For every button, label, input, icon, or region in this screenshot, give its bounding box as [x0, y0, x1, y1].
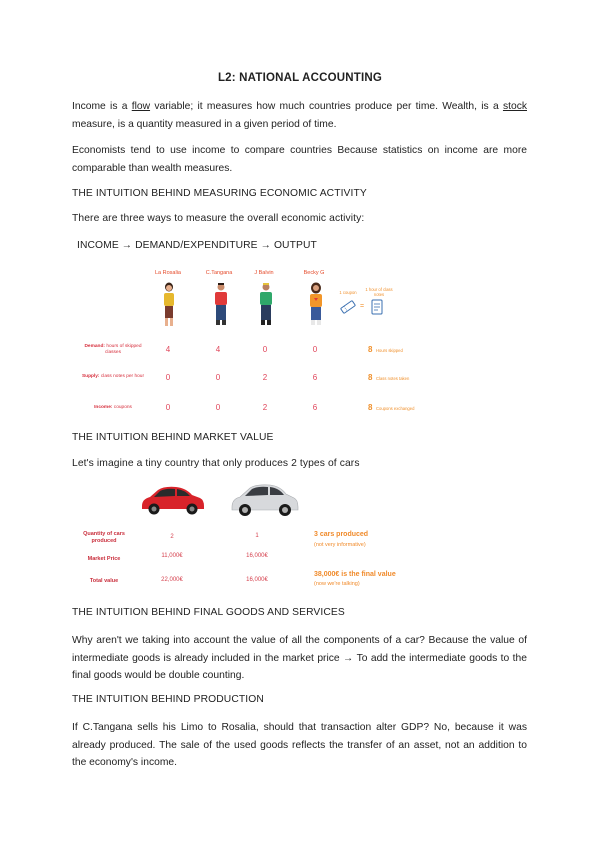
row-total: 8 [368, 373, 373, 382]
person-name: La Rosalia [155, 270, 181, 276]
paragraph-used-goods: If C.Tangana sells his Limo to Rosalia, should that transaction alter GDP? No, because it was already produced. The sale of the used goods reflects the transfer of an asset, not an addition to the economy's income. [72, 722, 527, 768]
row-label-market-price: Market Price [87, 556, 121, 562]
paragraph-income-compare: Economists tend to use income to compare countries Because statistics on income are more comparable than wealth measures. [72, 145, 527, 174]
heading-final-goods: THE INTUITION BEHIND FINAL GOODS AND SERVICES [72, 607, 345, 618]
value-cell: 6 [312, 373, 318, 382]
note-cars-produced: 3 cars produced [314, 531, 369, 538]
income-flow-line: INCOME → DEMAND/EXPENDITURE → OUTPUT [77, 240, 317, 251]
text: variable; it measures how much countries produce per time. Wealth, is a [150, 101, 503, 112]
silver-car-image [228, 480, 300, 518]
row-label-demand: Demand: hours of skipped classes [84, 344, 142, 355]
value-cell: 1 [255, 533, 259, 539]
hour-label: 1 hour of class notes [365, 287, 393, 297]
note-final-value: 38,000€ is the final value [314, 571, 396, 578]
value-cell: 16,000€ [246, 577, 268, 583]
paragraph-flow-stock [72, 98, 527, 133]
value-cell: 22,000€ [161, 577, 183, 583]
notes-icon [370, 299, 384, 315]
person-name: C.Tangana [205, 270, 233, 276]
value-cell: 0 [165, 373, 171, 382]
row-label-quantity: Quantity of cars produced [83, 531, 125, 544]
row-label-supply: Supply: class notes per hour [81, 374, 145, 379]
heading-market-value: THE INTUITION BEHIND MARKET VALUE [72, 432, 274, 443]
heading-production: THE INTUITION BEHIND PRODUCTION [72, 694, 264, 705]
note-cars-produced-sub: (not very informative) [314, 542, 366, 548]
row-total-label: Coupons exchanged [376, 406, 415, 411]
person-ctangana-illustration [212, 282, 230, 328]
value-cell: 11,000€ [161, 553, 183, 559]
person-rosalia-illustration [160, 282, 178, 328]
stock-term: stock [502, 101, 527, 112]
value-cell: 2 [262, 403, 268, 412]
coupon-economy-figure [72, 262, 428, 422]
row-total-label: Hours skipped [376, 348, 403, 353]
value-cell: 0 [165, 403, 171, 412]
note-final-value-sub: (now we're talking) [314, 581, 360, 587]
value-cell: 0 [215, 373, 221, 382]
person-jbalvin-illustration [257, 282, 275, 328]
value-cell: 2 [170, 534, 174, 540]
row-total-label: Class notes taken [376, 376, 410, 381]
heading-economic-activity: THE INTUITION BEHIND MEASURING ECONOMIC ACTIVITY [72, 188, 367, 199]
paragraph-intermediate-goods: Why aren't we taking into account the value of all the components of a car? Because the value of intermediate goods is already included in the market price → To add the intermediate goods to the final goods would be double counting. [72, 635, 527, 681]
row-total: 8 [368, 403, 373, 412]
value-cell: 0 [312, 345, 318, 354]
flow-term: flow [131, 101, 151, 112]
page-title: L2: NATIONAL ACCOUNTING [217, 72, 383, 84]
red-car-image [138, 482, 206, 516]
value-cell: 2 [262, 373, 268, 382]
value-cell: 0 [215, 403, 221, 412]
person-name: Becky G [303, 270, 325, 276]
row-label-income: Income: coupons [94, 405, 132, 410]
value-cell: 4 [165, 345, 171, 354]
cars-market-value-figure [72, 480, 442, 600]
text: Income is a [72, 101, 132, 112]
value-cell: 16,000€ [246, 553, 268, 559]
text: measure, is a quantity measured in a given period of time. [72, 118, 337, 130]
coupon-label: 1 coupon [339, 290, 357, 295]
person-name: J Balvin [254, 270, 274, 276]
coupon-icon [340, 300, 356, 314]
value-cell: 0 [262, 345, 268, 354]
person-beckyg-illustration [307, 282, 325, 328]
row-label-total-value: Total value [89, 578, 119, 584]
row-total: 8 [368, 345, 373, 354]
paragraph-three-ways: There are three ways to measure the overall economic activity: [72, 213, 365, 224]
value-cell: 6 [312, 403, 318, 412]
value-cell: 4 [215, 345, 221, 354]
equals-sign: = [360, 303, 365, 310]
paragraph-tiny-country: Let's imagine a tiny country that only produces 2 types of cars [72, 458, 360, 469]
